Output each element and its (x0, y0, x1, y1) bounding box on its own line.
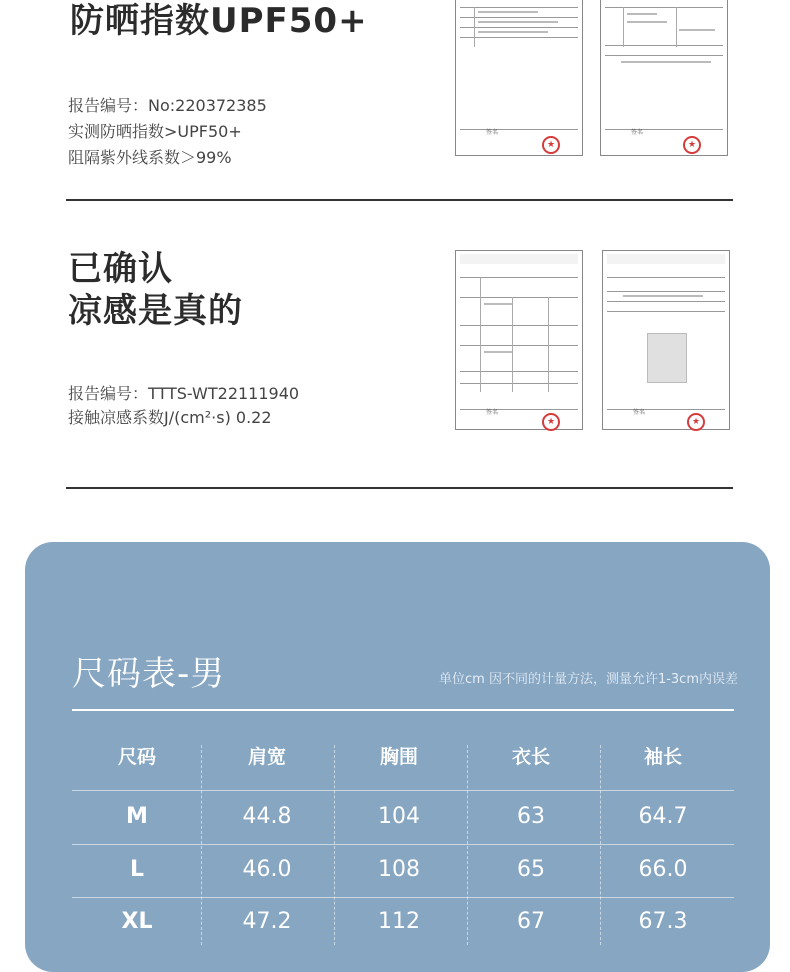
section-divider (66, 199, 733, 201)
cool-report-number: 报告编号：TTTS-WT22111940 (68, 384, 300, 403)
red-seal-icon: ★ (683, 136, 701, 154)
table-cell: 64.7 (638, 804, 688, 829)
table-cell: 65 (517, 857, 545, 882)
upf-measured-value: 实测防晒指数>UPF50+ (68, 122, 242, 141)
red-seal-icon: ★ (687, 413, 705, 431)
upf-title: 防晒指数UPF50+ (70, 1, 368, 41)
size-table-title: 尺码表-男 (72, 654, 226, 694)
uv-block-value: 阻隔紫外线系数＞99% (68, 148, 232, 167)
upf-report-page-1: 签名 ★ (455, 0, 583, 156)
cool-coefficient: 接触凉感系数J/(cm²·s) 0.22 (68, 408, 272, 427)
header-chest: 胸围 (379, 746, 418, 768)
header-length: 衣长 (511, 746, 550, 768)
red-seal-icon: ★ (542, 413, 560, 431)
size-table-top-rule (72, 709, 734, 711)
table-cell: 63 (517, 804, 545, 829)
table-cell: 67.3 (638, 909, 688, 934)
table-cell-size: XL (121, 909, 153, 934)
table-cell: 46.0 (242, 857, 292, 882)
table-cell-size: M (126, 804, 148, 829)
upf-report-page-2: 签名 ★ (600, 0, 728, 156)
garment-photo (647, 333, 687, 383)
table-cell: 47.2 (242, 909, 292, 934)
row-separator (72, 790, 734, 791)
cool-report-page-1: 签名 ★ (455, 250, 583, 430)
table-cell: 67 (517, 909, 545, 934)
table-cell: 44.8 (242, 804, 292, 829)
table-cell: 66.0 (638, 857, 688, 882)
header-shoulder: 肩宽 (247, 746, 286, 768)
header-size: 尺码 (117, 746, 156, 768)
upf-report-number: 报告编号：No:220372385 (68, 96, 267, 115)
cool-title-line1: 已确认 (68, 249, 173, 289)
table-cell: 112 (378, 909, 420, 934)
size-table-note: 单位cm 因不同的计量方法，测量允许1-3cm内误差 (439, 672, 738, 687)
section-divider (66, 487, 733, 489)
row-separator (72, 844, 734, 845)
cool-title-line2: 凉感是真的 (68, 291, 243, 331)
row-separator (72, 897, 734, 898)
header-sleeve: 袖长 (643, 746, 682, 768)
table-cell-size: L (129, 857, 145, 882)
cool-report-page-2: 签名 ★ (602, 250, 730, 430)
red-seal-icon: ★ (542, 136, 560, 154)
table-cell: 108 (378, 857, 420, 882)
table-cell: 104 (378, 804, 420, 829)
